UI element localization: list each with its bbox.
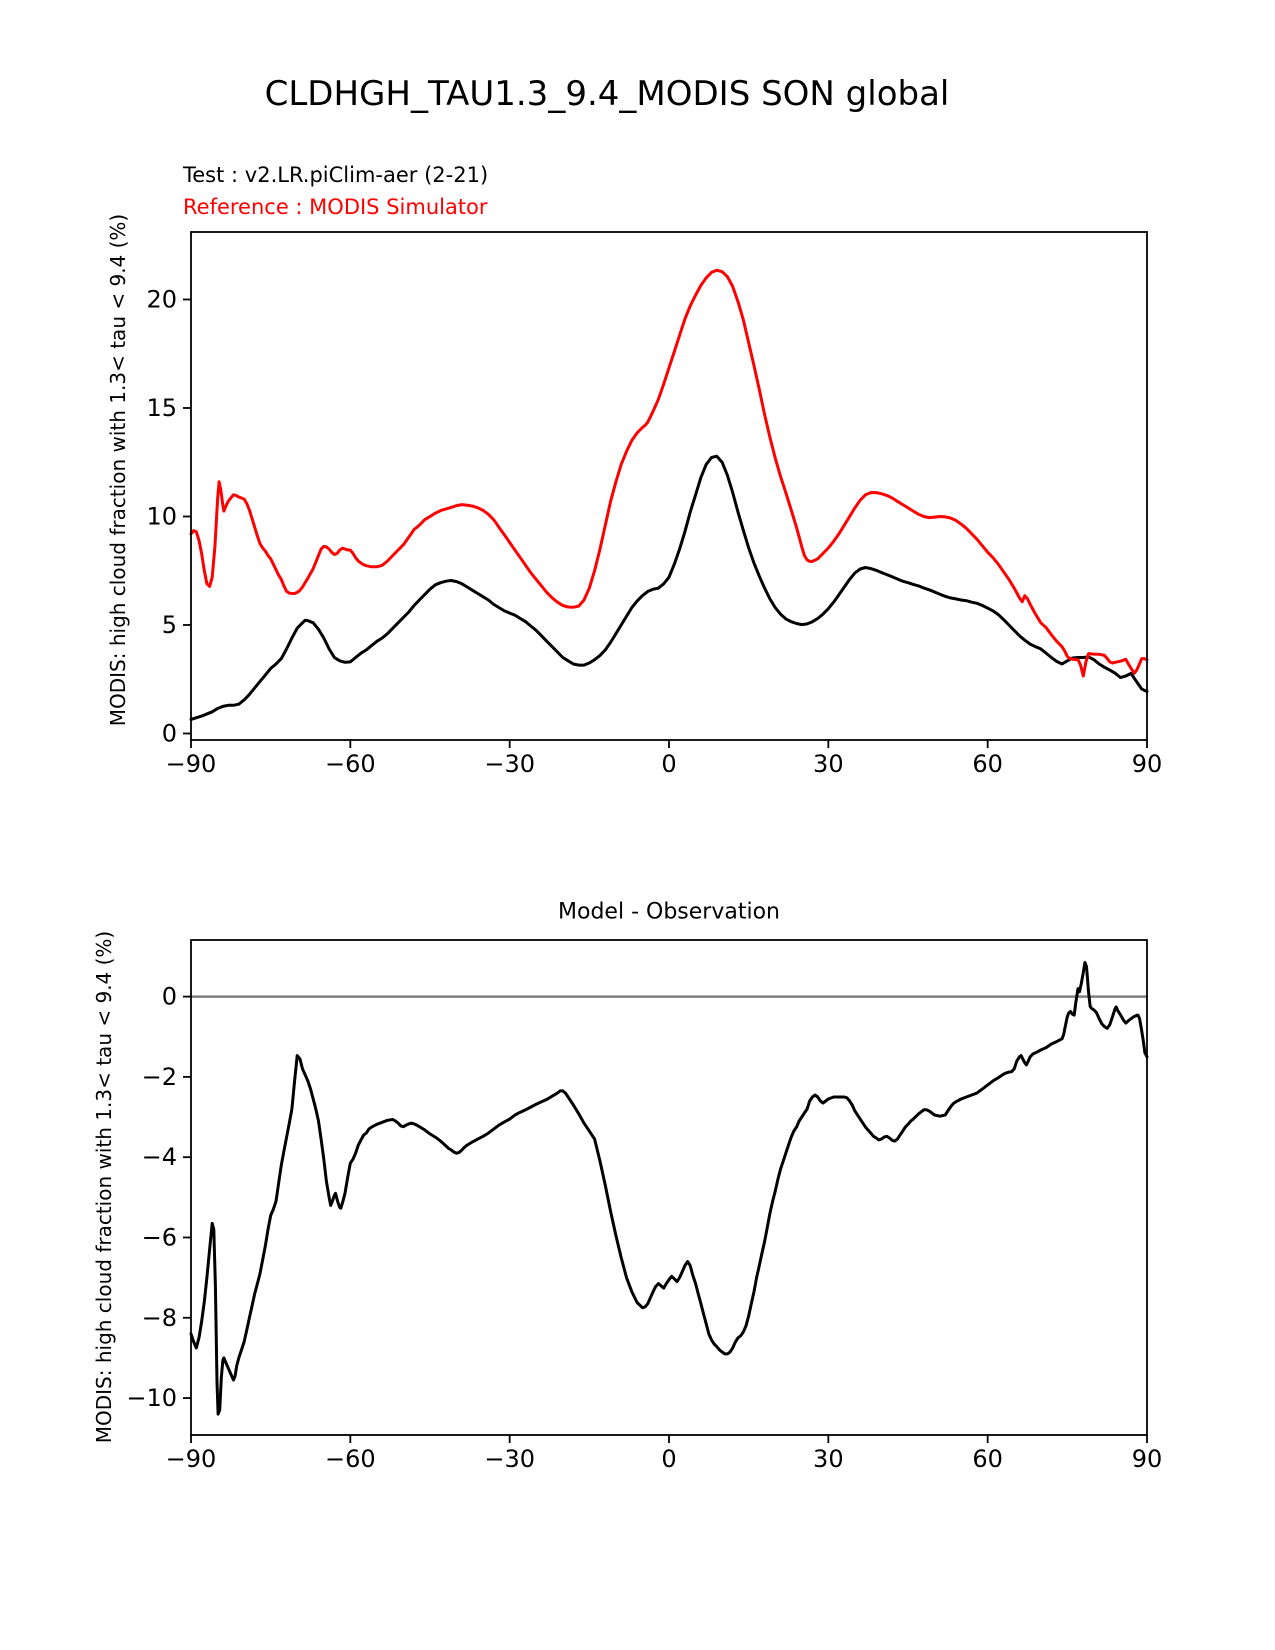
legend-reference-label: Reference : MODIS Simulator [183, 195, 488, 219]
series-line-0-1 [191, 270, 1147, 676]
y-tick-label-1: −10 [126, 1384, 177, 1413]
y-tick-label-1: −6 [141, 1223, 177, 1252]
x-tick-label-0: −60 [325, 750, 376, 778]
x-tick-label-1: −90 [165, 1445, 217, 1473]
bottom-plot-title: Model - Observation [558, 899, 780, 925]
y-tick-label-1: 0 [161, 982, 177, 1011]
y-tick-label-0: 0 [161, 719, 177, 748]
series-line-0-0 [191, 456, 1147, 719]
x-tick-label-1: 90 [1131, 1445, 1163, 1473]
x-tick-label-0: 30 [813, 750, 844, 778]
axes-frame-0 [191, 232, 1147, 740]
x-tick-label-1: −60 [325, 1445, 376, 1473]
y-tick-label-1: −2 [141, 1062, 177, 1091]
y-tick-label-0: 10 [146, 502, 177, 531]
y-tick-label-0: 20 [146, 285, 177, 314]
figure-title: CLDHGH_TAU1.3_9.4_MODIS SON global [264, 74, 950, 114]
x-tick-label-0: 90 [1131, 750, 1163, 778]
x-tick-label-0: −30 [484, 750, 535, 778]
axes-frame-1 [191, 940, 1147, 1435]
series-line-1-0 [191, 963, 1147, 1415]
legend-test-label: Test : v2.LR.piClim-aer (2-21) [183, 163, 489, 187]
y-tick-label-1: −4 [141, 1143, 177, 1172]
bottom-plot-ylabel: MODIS: high cloud fraction with 1.3< tau < 9.4 (%) [92, 930, 116, 1444]
x-tick-label-0: 60 [972, 750, 1003, 778]
x-tick-label-1: −30 [484, 1445, 535, 1473]
x-tick-label-1: 0 [661, 1445, 677, 1473]
x-tick-label-0: 0 [661, 750, 677, 778]
x-tick-label-0: −90 [165, 750, 217, 778]
x-tick-label-1: 30 [813, 1445, 844, 1473]
top-plot-ylabel: MODIS: high cloud fraction with 1.3< tau < 9.4 (%) [106, 213, 130, 727]
x-tick-label-1: 60 [972, 1445, 1003, 1473]
y-tick-label-0: 5 [161, 610, 177, 639]
y-tick-label-0: 15 [146, 393, 177, 422]
y-tick-label-1: −8 [141, 1303, 177, 1332]
